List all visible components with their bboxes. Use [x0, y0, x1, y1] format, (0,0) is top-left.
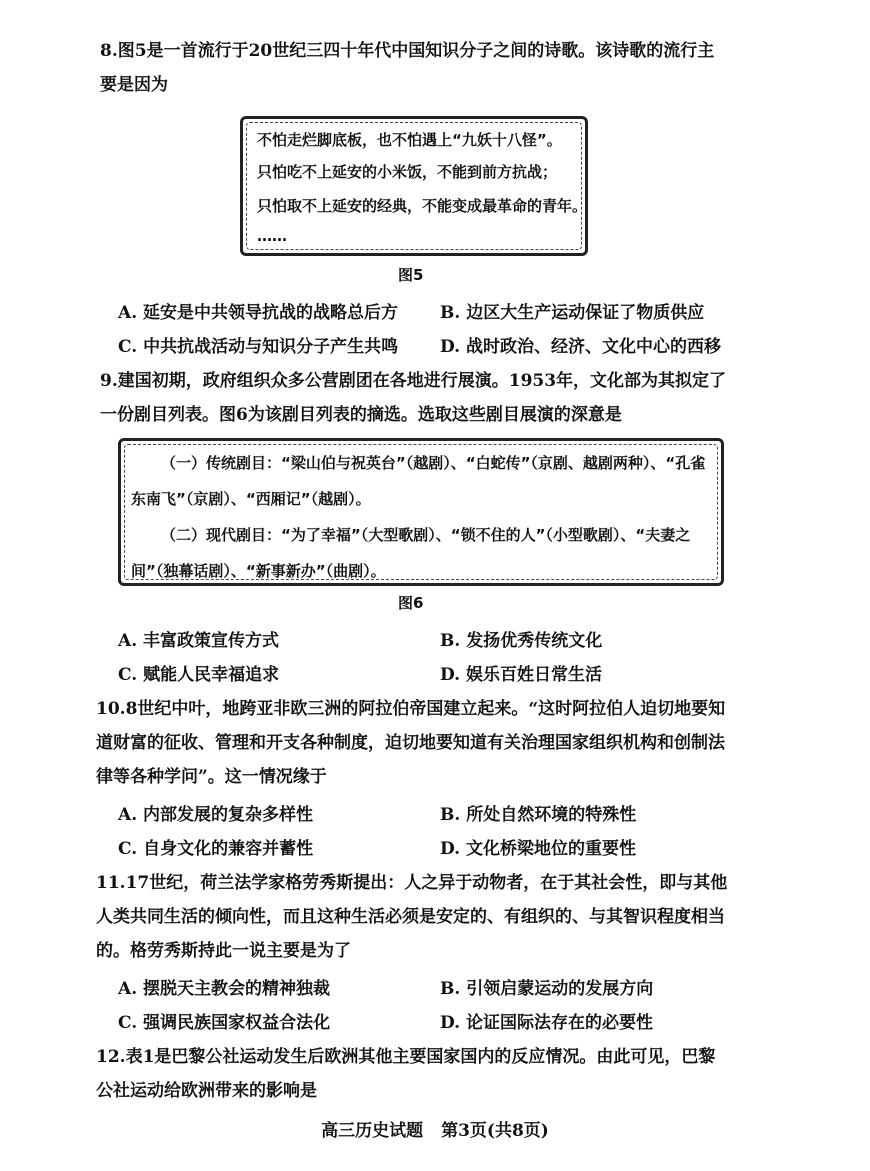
q11-option-d[interactable]: D. 论证国际法存在的必要性 [440, 1013, 653, 1033]
poem-line-2: 只怕吃不上延安的小米饭，不能到前方抗战； [257, 163, 558, 181]
q8-option-c[interactable]: C. 中共抗战活动与知识分子产生共鸣 [118, 337, 399, 357]
q10-option-b[interactable]: B. 所处自然环境的特殊性 [440, 805, 637, 825]
page-footer [0, 1116, 870, 1141]
poem-line-3: 只怕取不上延安的经典，不能变成最革命的青年。 [257, 197, 588, 215]
q9-option-b[interactable]: B. 发扬优秀传统文化 [440, 631, 603, 651]
q9-option-c[interactable]: C. 赋能人民幸福追求 [118, 665, 280, 685]
footer-subject: 高三历史试题 [321, 1121, 424, 1141]
q9-option-a[interactable]: A. 丰富政策宣传方式 [118, 631, 280, 651]
q10-option-d[interactable]: D. 文化桥梁地位的重要性 [440, 839, 636, 859]
figure-6-caption: 图6 [398, 594, 424, 612]
q11-option-c[interactable]: C. 强调民族国家权益合法化 [118, 1013, 331, 1033]
question-11-stem: 11.17世纪，荷兰法学家格劳秀斯提出：人之异于动物者，在于其社会性，即与其他人类共同生活的倾向性，而且这种生活必须是安定的、有组织的、与其智识程度相当的。格劳秀斯持此一说主要是为了 [96, 873, 728, 961]
poem-line-1: 不怕走烂脚底板，也不怕遇上“九妖十八怪”。 [257, 131, 562, 149]
q8-option-a[interactable]: A. 延安是中共领导抗战的战略总后方 [118, 303, 399, 323]
q11-option-a[interactable]: A. 摆脱天主教会的精神独裁 [118, 979, 331, 999]
question-12-stem: 12.表1是巴黎公社运动发生后欧洲其他主要国家国内的反应情况。由此可见，巴黎公社运动给欧洲带来的影响是 [96, 1047, 716, 1101]
figure-5-caption: 图5 [398, 266, 424, 284]
modern-plays: （二）现代剧目：“为了幸福”（大型歌剧）、“锁不住的人”（小型歌剧）、“夫妻之间”（独幕话剧）、“新事新办”（曲剧）。 [131, 526, 691, 580]
traditional-plays: （一）传统剧目：“梁山伯与祝英台”（越剧）、“白蛇传”（京剧、越剧两种）、“孔雀东南飞”（京剧）、“西厢记”（越剧）。 [131, 454, 706, 508]
question-10-stem: 10.8世纪中叶，地跨亚非欧三洲的阿拉伯帝国建立起来。“这时阿拉伯人迫切地要知道财富的征收、管理和开支各种制度，迫切地要知道有关治理国家组织机构和创制法律等各种学问”。这一情况缘于 [96, 699, 726, 787]
footer-page-number: 第3页(共8页) [441, 1121, 549, 1141]
q9-option-d[interactable]: D. 娱乐百姓日常生活 [440, 665, 602, 685]
question-9-stem: 9.建国初期，政府组织众多公营剧团在各地进行展演。1953年，文化部为其拟定了一份剧目列表。图6为该剧目列表的摘选。选取这些剧目展演的深意是 [100, 371, 727, 425]
q10-option-a[interactable]: A. 内部发展的复杂多样性 [118, 805, 314, 825]
poem-figure-box [240, 116, 588, 256]
q8-option-b[interactable]: B. 边区大生产运动保证了物质供应 [440, 303, 705, 323]
question-8-stem: 8.图5是一首流行于20世纪三四十年代中国知识分子之间的诗歌。该诗歌的流行主要是因为 [100, 41, 715, 95]
poem-line-4: …… [257, 227, 287, 245]
q8-option-d[interactable]: D. 战时政治、经济、文化中心的西移 [440, 337, 721, 357]
q11-option-b[interactable]: B. 引领启蒙运动的发展方向 [440, 979, 654, 999]
play-list-figure-box [118, 438, 724, 586]
q10-option-c[interactable]: C. 自身文化的兼容并蓄性 [118, 839, 314, 859]
